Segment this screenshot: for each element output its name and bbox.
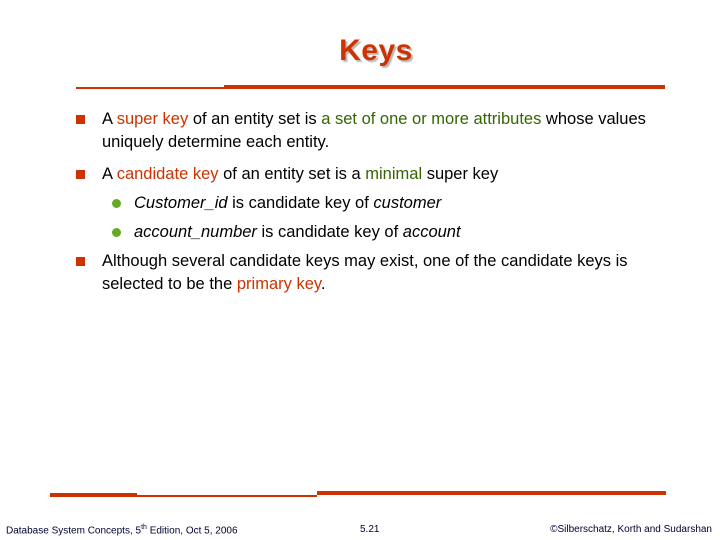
bullet-super-key: A super key of an entity set is a set of one or more attributes whose values uniquely determine each entity. bbox=[76, 108, 676, 154]
footer-left: Database System Concepts, 5th Edition, Oct 5, 2006 bbox=[6, 524, 238, 537]
term-candidate-key: candidate key bbox=[116, 165, 219, 183]
phrase-set-of-attributes: a set of one or more attributes bbox=[321, 110, 542, 128]
footer-page-number: 5.21 bbox=[360, 524, 380, 535]
top-rule-main bbox=[224, 85, 665, 89]
term-minimal: minimal bbox=[365, 165, 423, 183]
square-bullet-icon bbox=[76, 115, 85, 124]
square-bullet-icon bbox=[76, 257, 85, 266]
bullet-primary-key: Although several candidate keys may exist, one of the candidate keys is selected to be the primary key. bbox=[76, 250, 676, 296]
term-primary-key: primary key bbox=[236, 275, 321, 293]
bottom-rule-left bbox=[50, 493, 137, 497]
slide-content bbox=[76, 108, 676, 305]
sub-bullet-customer-id: Customer_id is candidate key of customer bbox=[76, 192, 676, 215]
top-rule-left bbox=[76, 87, 224, 89]
bottom-rule-right bbox=[317, 491, 666, 495]
round-bullet-icon bbox=[112, 228, 121, 237]
bullet-candidate-key: A candidate key of an entity set is a minimal super key bbox=[76, 163, 676, 186]
sub-bullet-account-number: account_number is candidate key of account bbox=[76, 221, 676, 244]
term-super-key: super key bbox=[116, 110, 189, 128]
square-bullet-icon bbox=[76, 170, 85, 179]
round-bullet-icon bbox=[112, 199, 121, 208]
bottom-rule-mid bbox=[137, 495, 317, 497]
footer-copyright: ©Silberschatz, Korth and Sudarshan bbox=[550, 524, 712, 535]
slide-title: Keys bbox=[339, 34, 413, 67]
